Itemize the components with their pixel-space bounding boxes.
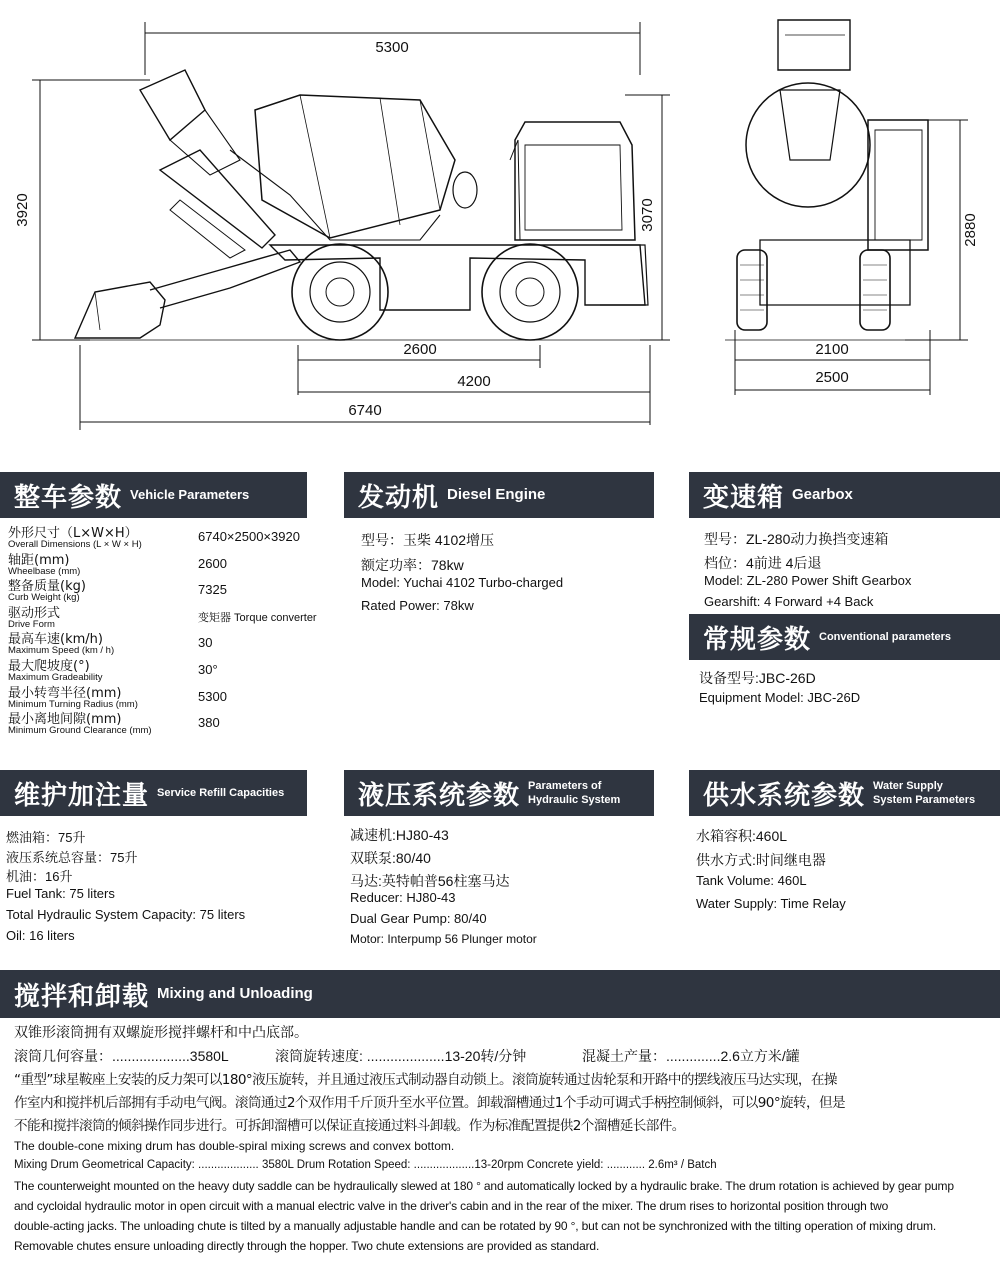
- dim-front-height: 2880: [962, 213, 979, 247]
- engine-title-en: Diesel Engine: [447, 486, 546, 503]
- dim-track: 2100: [815, 341, 849, 358]
- hydraulic-header: [344, 770, 654, 816]
- vehicle-param-label-cn: 外形尺寸（L×W×H）: [8, 526, 138, 541]
- hydraulic-title-en: [528, 779, 620, 807]
- vehicle-param-row: [8, 713, 338, 740]
- vehicle-param-label-cn: 最小转弯半径(mm): [8, 685, 122, 701]
- vehicle-param-label-en: Minimum Ground Clearance (mm): [8, 725, 152, 737]
- gearbox-model-en: Model: ZL-280 Power Shift Gearbox: [704, 573, 912, 588]
- description-line-en: double-acting jacks. The unloading chute is tilted by a manually adjustable handle and can be rotated by 90 °, but can not be synchronized with the tilting operation of mixing drum.: [14, 1219, 937, 1233]
- description-line-cn: 作室内和搅拌机后部拥有手动电气阀。滚筒通过2个双作用千斤顶升至水平位置。卸载溜槽通过1个手动可调式手柄控制倾斜，可以90°旋转，但是: [14, 1095, 846, 1111]
- mixing-intro-cn: 双锥形滚筒拥有双螺旋形搅拌螺杆和中凸底部。: [14, 1024, 308, 1040]
- gearbox-header: [689, 472, 1000, 518]
- water-supply-en: Water Supply: Time Relay: [696, 896, 846, 911]
- vehicle-param-value: 变矩器 Torque converter: [198, 611, 317, 624]
- fuel-tank-en: Fuel Tank: 75 liters: [6, 886, 115, 901]
- vehicle-title-cn: 整车参数: [14, 482, 123, 513]
- conventional-title-en: Conventional parameters: [819, 631, 952, 643]
- fuel-tank-cn: 燃油箱：75升: [6, 830, 86, 845]
- gearbox-gears-cn: 档位：4前进 4后退: [704, 555, 822, 571]
- vehicle-header: [0, 472, 307, 518]
- vehicle-param-label-cn: 驱动形式: [8, 605, 61, 621]
- vehicle-title-en: Vehicle Parameters: [130, 487, 250, 502]
- water-title-en-2: System Parameters: [873, 794, 976, 806]
- vehicle-param-label-cn: 最高车速(km/h): [8, 632, 103, 648]
- hydraulic-capacity-en: Total Hydraulic System Capacity: 75 liters: [6, 907, 246, 922]
- engine-model-en: Model: Yuchai 4102 Turbo-charged: [361, 575, 564, 590]
- vehicle-param-value: 30: [198, 635, 213, 651]
- water-title-en: [873, 779, 975, 807]
- vehicle-param-label-en: Curb Weight (kg): [8, 592, 80, 604]
- engine-power-en: Rated Power: 78kw: [361, 598, 474, 613]
- mixing-title-cn: 搅拌和卸载: [14, 981, 150, 1012]
- equipment-model-cn: 设备型号:JBC-26D: [699, 670, 816, 686]
- water-header: [689, 770, 1000, 816]
- vehicle-param-row: [8, 580, 338, 607]
- hydraulic-title-en-2: Hydraulic System: [528, 794, 621, 806]
- vehicle-param-label-cn: 轴距(mm): [8, 552, 70, 568]
- vehicle-param-label-en: Minimum Turning Radius (mm): [8, 698, 138, 710]
- dim-overall-height: 3920: [14, 193, 31, 227]
- hydraulic-title-cn: 液压系统参数: [358, 780, 521, 811]
- dim-width: 2500: [815, 369, 849, 386]
- engine-header: [344, 472, 654, 518]
- engine-power-cn: 额定功率：78kw: [361, 557, 464, 573]
- vehicle-param-label-en: Maximum Speed (km / h): [8, 645, 115, 657]
- motor-en: Motor: Interpump 56 Plunger motor: [350, 932, 537, 946]
- conventional-title-cn: 常规参数: [703, 624, 812, 655]
- tank-volume-en: Tank Volume: 460L: [696, 873, 807, 888]
- vehicle-param-label-en: Wheelbase (mm): [8, 565, 81, 577]
- description-line-cn: 不能和搅拌滚筒的倾斜操作同步进行。可拆卸溜槽可以保证直接通过料斗卸载。作为标准配置提供2个溜槽延长部件。: [14, 1118, 685, 1134]
- vehicle-param-label-cn: 最大爬坡度(°): [8, 658, 90, 674]
- description-line-cn: “重型”球星鞍座上安装的反力架可以180°液压旋转，并且通过液压式制动器自动锁上。滚筒旋转通过齿轮泵和开路中的摆线液压马达实现，在操: [14, 1072, 837, 1088]
- vehicle-param-row: [8, 607, 338, 634]
- description-line-en: Removable chutes ensure unloading directly through the hopper. Two chute extensions are provided as standard.: [14, 1239, 600, 1253]
- reducer-en: Reducer: HJ80-43: [350, 890, 456, 905]
- gearbox-model-cn: 型号：ZL-280动力换挡变速箱: [704, 531, 889, 547]
- pump-cn: 双联泵:80/40: [350, 850, 431, 866]
- water-title-cn: 供水系统参数: [703, 780, 866, 811]
- dim-cab-height: 3070: [639, 198, 656, 232]
- vehicle-param-row: [8, 633, 338, 660]
- vehicle-param-row: [8, 527, 338, 554]
- water-title-en-1: Water Supply: [873, 780, 943, 792]
- engine-title-cn: 发动机: [358, 482, 440, 513]
- hydraulic-title-en-1: Parameters of: [528, 780, 602, 792]
- vehicle-param-row: [8, 554, 338, 581]
- mixing-description-en: [14, 1176, 998, 1256]
- oil-cn: 机油：16升: [6, 869, 73, 884]
- conventional-header: [689, 614, 1000, 660]
- hydraulic-capacity-cn: 液压系统总容量：75升: [6, 850, 138, 865]
- gearbox-gears-en: Gearshift: 4 Forward +4 Back: [704, 594, 874, 609]
- technical-drawing: [0, 0, 1000, 440]
- engine-model-cn: 型号：玉柴 4102增压: [361, 532, 495, 548]
- dim-mid-length: 4200: [457, 373, 491, 390]
- gearbox-title-cn: 变速箱: [703, 482, 785, 513]
- vehicle-param-row: [8, 660, 338, 687]
- vehicle-param-label-en: Drive Form: [8, 618, 55, 630]
- gearbox-title-en: Gearbox: [792, 486, 853, 503]
- vehicle-param-label-cn: 最小离地间隙(mm): [8, 712, 122, 728]
- mixing-header: [0, 970, 1000, 1018]
- service-title-en: Service Refill Capacities: [157, 787, 285, 799]
- description-line-en: The counterweight mounted on the heavy duty saddle can be hydraulically slewed at 180 ° and automatically locked by a hydraulic brake. The drum rotation is achieved by gear pump: [14, 1179, 954, 1193]
- vehicle-param-value: 2600: [198, 555, 227, 571]
- motor-cn: 马达:英特帕普56柱塞马达: [350, 873, 510, 889]
- tank-volume-cn: 水箱容积:460L: [696, 828, 788, 844]
- vehicle-param-row: [8, 687, 338, 714]
- mixing-description-cn: [14, 1069, 998, 1138]
- mixing-speed-cn: 滚筒旋转速度: ....................13-20转/分钟: [275, 1048, 527, 1064]
- mixing-specs-en: Mixing Drum Geometrical Capacity: ................... 3580L Drum Rotation Speed: ...................13-20rpm Concrete yield: ............ 2.6m³ / Batch: [14, 1159, 717, 1171]
- mixing-capacity-cn: 滚筒几何容量：....................3580L: [14, 1048, 229, 1064]
- oil-en: Oil: 16 liters: [6, 928, 75, 943]
- equipment-model-en: Equipment Model: JBC-26D: [699, 690, 861, 705]
- vehicle-param-label-en: Overall Dimensions (L × W × H): [8, 539, 142, 550]
- vehicle-param-value: 30°: [198, 661, 218, 677]
- service-header: [0, 770, 307, 816]
- water-supply-cn: 供水方式:时间继电器: [696, 852, 826, 868]
- mixing-title-en: Mixing and Unloading: [157, 985, 313, 1002]
- vehicle-param-label-en: Maximum Gradeability: [8, 671, 103, 683]
- vehicle-table: [8, 527, 338, 740]
- reducer-cn: 减速机:HJ80-43: [350, 827, 449, 843]
- dim-top-length: 5300: [375, 39, 409, 56]
- pump-en: Dual Gear Pump: 80/40: [350, 911, 487, 926]
- vehicle-param-value: 6740×2500×3920: [198, 529, 300, 544]
- dim-wheelbase: 2600: [403, 341, 437, 358]
- vehicle-param-label-cn: 整备质量(kg): [8, 579, 86, 595]
- vehicle-param-value: 380: [198, 715, 220, 731]
- mixing-yield-cn: 混凝土产量：..............2.6立方米/罐: [582, 1048, 800, 1064]
- vehicle-param-value: 7325: [198, 582, 227, 598]
- description-line-en: and cycloidal hydraulic motor in open circuit with a manual electric valve in the driver's cabin and in the rear of the mixer. The drum rises to horizontal position through two: [14, 1199, 889, 1213]
- mixing-intro-en: The double-cone mixing drum has double-spiral mixing screws and convex bottom.: [14, 1139, 455, 1153]
- service-title-cn: 维护加注量: [14, 780, 150, 811]
- vehicle-param-value: 5300: [198, 688, 227, 704]
- dim-total-length: 6740: [348, 402, 382, 419]
